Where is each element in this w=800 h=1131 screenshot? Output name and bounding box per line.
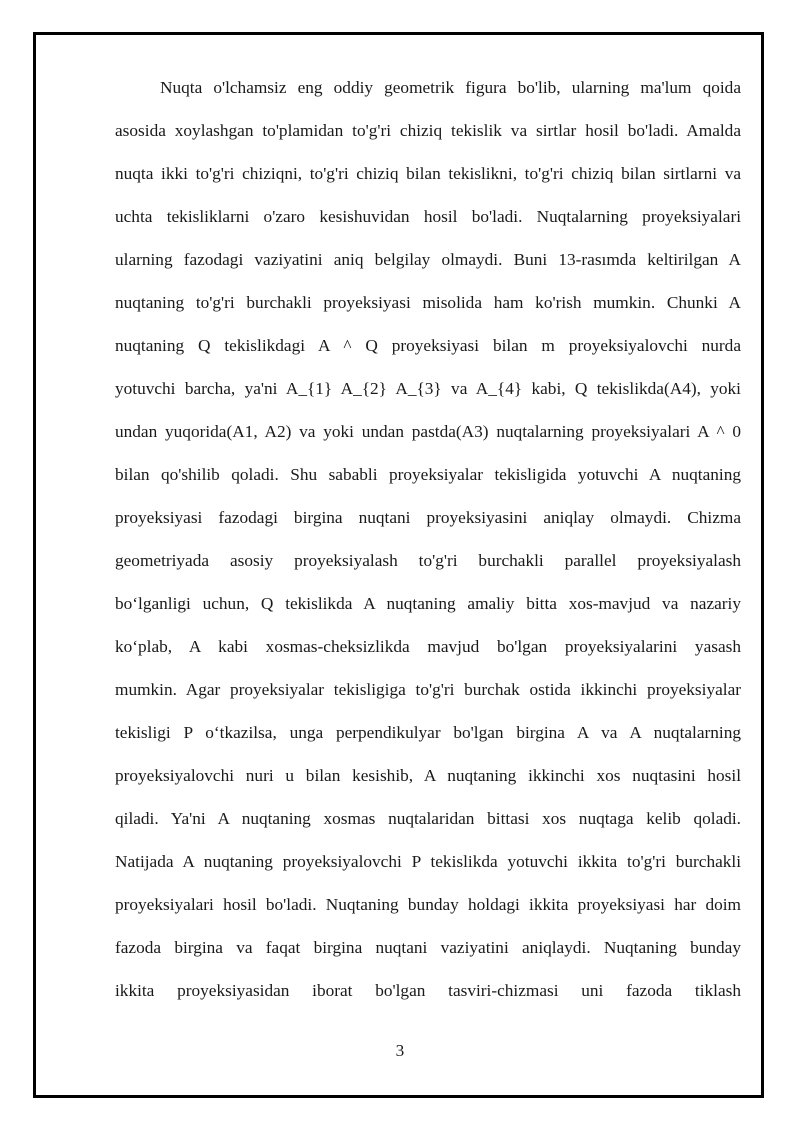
text-line-10: bilan qo'shilib qoladi. Shu sababli proyeksiyalar tekisligida yotuvchi A nuqtaning xyxy=(115,465,741,484)
page-number: 3 xyxy=(395,1041,405,1060)
text-line-4: uchta tekisliklarni o'zaro kesishuvidan hosil bo'ladi. Nuqtalarning proyeksiyalari xyxy=(115,207,741,226)
text-line-19: Natijada A nuqtaning proyeksiyalovchi P tekislikda yotuvchi ikkita to'g'ri burchakli xyxy=(115,852,741,871)
text-line-8: yotuvchi barcha, ya'ni A_{1} A_{2} A_{3} va A_{4} kabi, Q tekislikda(A4), yoki xyxy=(115,379,741,398)
text-line-1: Nuqta o'lchamsiz eng oddiy geometrik figura bo'lib, ularning ma'lum qoida xyxy=(160,78,741,97)
text-line-7: nuqtaning Q tekislikdagi A ^ Q proyeksiyasi bilan m proyeksiyalovchi nurda xyxy=(115,336,741,355)
text-line-2: asosida xoylashgan to'plamidan to'g'ri chiziq tekislik va sirtlar hosil bo'ladi. Amalda xyxy=(115,121,741,140)
text-line-18: qiladi. Ya'ni A nuqtaning xosmas nuqtalaridan bittasi xos nuqtaga kelib qoladi. xyxy=(115,809,741,828)
text-line-5: ularning fazodagi vaziyatini aniq belgilay olmaydi. Buni 13-rasımda keltirilgan A xyxy=(115,250,741,269)
text-line-6: nuqtaning to'g'ri burchakli proyeksiyasi misolida ham ko'rish mumkin. Chunki A xyxy=(115,293,741,312)
text-line-3: nuqta ikki to'g'ri chiziqni, to'g'ri chiziq bilan tekislikni, to'g'ri chiziq bilan sirtlarni va xyxy=(115,164,741,183)
text-line-13: bo‘lganligi uchun, Q tekislikda A nuqtaning amaliy bitta xos-mavjud va nazariy xyxy=(115,594,741,613)
text-line-20: proyeksiyalari hosil bo'ladi. Nuqtaning bunday holdagi ikkita proyeksiyasi har doim xyxy=(115,895,741,914)
text-line-11: proyeksiyasi fazodagi birgina nuqtani proyeksiyasini aniqlay olmaydi. Chizma xyxy=(115,508,741,527)
text-line-9: undan yuqorida(A1, A2) va yoki undan pastda(A3) nuqtalarning proyeksiyalari A ^ 0 xyxy=(115,422,741,441)
text-line-21: fazoda birgina va faqat birgina nuqtani vaziyatini aniqlaydi. Nuqtaning bunday xyxy=(115,938,741,957)
text-line-16: tekisligi P o‘tkazilsa, unga perpendikulyar bo'lgan birgina A va A nuqtalarning xyxy=(115,723,741,742)
text-line-14: ko‘plab, A kabi xosmas-cheksizlikda mavjud bo'lgan proyeksiyalarini yasash xyxy=(115,637,741,656)
text-line-15: mumkin. Agar proyeksiyalar tekisligiga to'g'ri burchak ostida ikkinchi proyeksiyalar xyxy=(115,680,741,699)
text-line-12: geometriyada asosiy proyeksiyalash to'g'ri burchakli parallel proyeksiyalash xyxy=(115,551,741,570)
text-line-22: ikkita proyeksiyasidan iborat bo'lgan tasviri-chizmasi uni fazoda tiklash xyxy=(115,981,741,1000)
text-line-17: proyeksiyalovchi nuri u bilan kesishib, A nuqtaning ikkinchi xos nuqtasini hosil xyxy=(115,766,741,785)
